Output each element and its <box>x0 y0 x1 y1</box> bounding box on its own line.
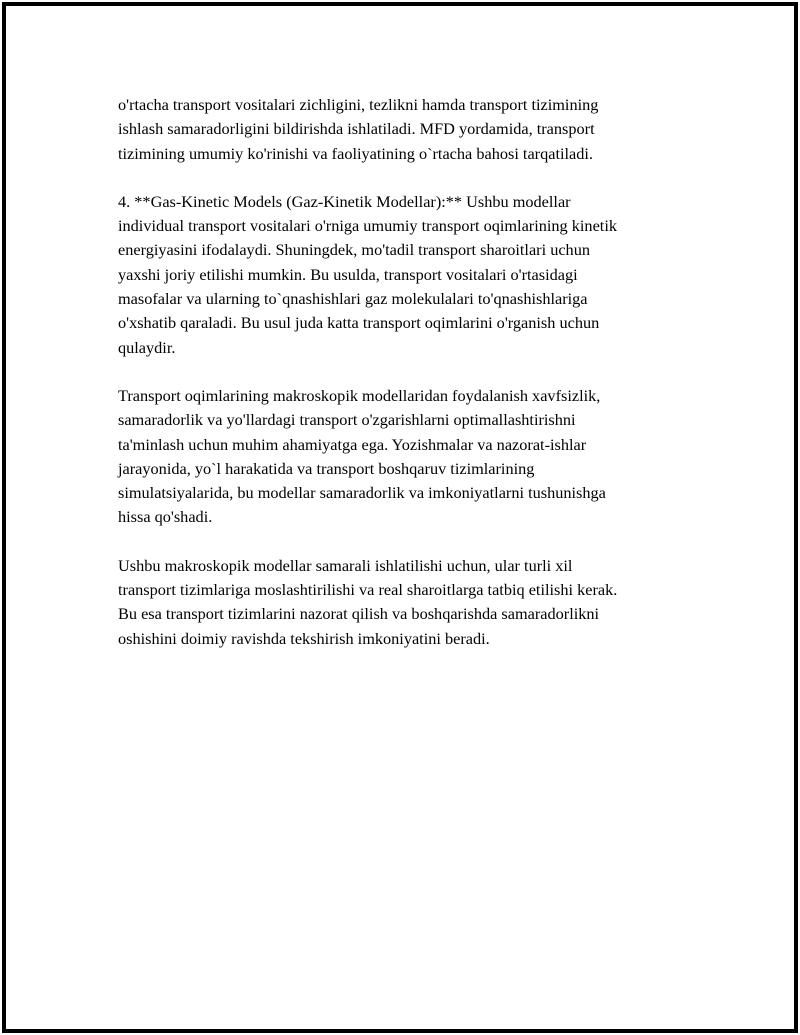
text-line: ishlash samaradorligini bildirishda ishlatiladi. MFD yordamida, transport <box>118 119 595 139</box>
text-line: o'rtacha transport vositalari zichligini, tezlikni hamda transport tizimining <box>118 95 599 114</box>
text-line: hissa qo'shadi. <box>118 507 213 527</box>
paragraph-macroscopic-usage <box>118 384 708 530</box>
text-line: energiyasini ifodalaydi. Shuningdek, mo'tadil transport sharoitlari uchun <box>118 240 590 260</box>
text-line: masofalar va ularning to`qnashishlari gaz molekulalari to'qnashishlariga <box>118 289 588 309</box>
text-line: transport tizimlariga moslashtirilishi va real sharoitlarga tatbiq etilishi kerak. <box>118 580 618 600</box>
text-line: Transport oqimlarining makroskopik modellaridan foydalanish xavfsizlik, <box>118 385 601 405</box>
text-line: qulaydir. <box>118 337 176 357</box>
text-line: tizimining umumiy ko'rinishi va faoliyatining o`rtacha bahosi tarqatiladi. <box>118 143 593 163</box>
text-line: ta'minlash uchun muhim ahamiyatga ega. Yozishmalar va nazorat-ishlar <box>118 434 587 454</box>
paragraph-mfd-continuation <box>118 93 708 166</box>
text-line: yaxshi joriy etilishi mumkin. Bu usulda, transport vositalari o'rtasidagi <box>118 264 578 284</box>
text-line: individual transport vositalari o'rniga umumiy transport oqimlarining kinetik <box>118 216 617 236</box>
text-line: 4. **Gas-Kinetic Models (Gaz-Kinetik Modellar):** Ushbu modellar <box>118 191 571 211</box>
text-line: oshishini doimiy ravishda tekshirish imkoniyatini beradi. <box>118 628 490 648</box>
text-line: samaradorlik va yo'llardagi transport o'zgarishlarni optimallashtirishni <box>118 410 576 430</box>
text-line: jarayonida, yo`l harakatida va transport boshqaruv tizimlarining <box>118 458 535 478</box>
text-line: Bu esa transport tizimlarini nazorat qilish va boshqarishda samaradorlikni <box>118 604 600 624</box>
text-line: Ushbu makroskopik modellar samarali ishlatilishi uchun, ular turli xil <box>118 555 573 575</box>
text-line: o'xshatib qaraladi. Bu usul juda katta transport oqimlarini o'rganish uchun <box>118 313 600 333</box>
paragraph-gas-kinetic-models <box>118 190 708 360</box>
text-line: simulatsiyalarida, bu modellar samaradorlik va imkoniyatlarni tushunishga <box>118 483 606 503</box>
document-body <box>118 93 708 675</box>
paragraph-conclusion <box>118 554 708 651</box>
